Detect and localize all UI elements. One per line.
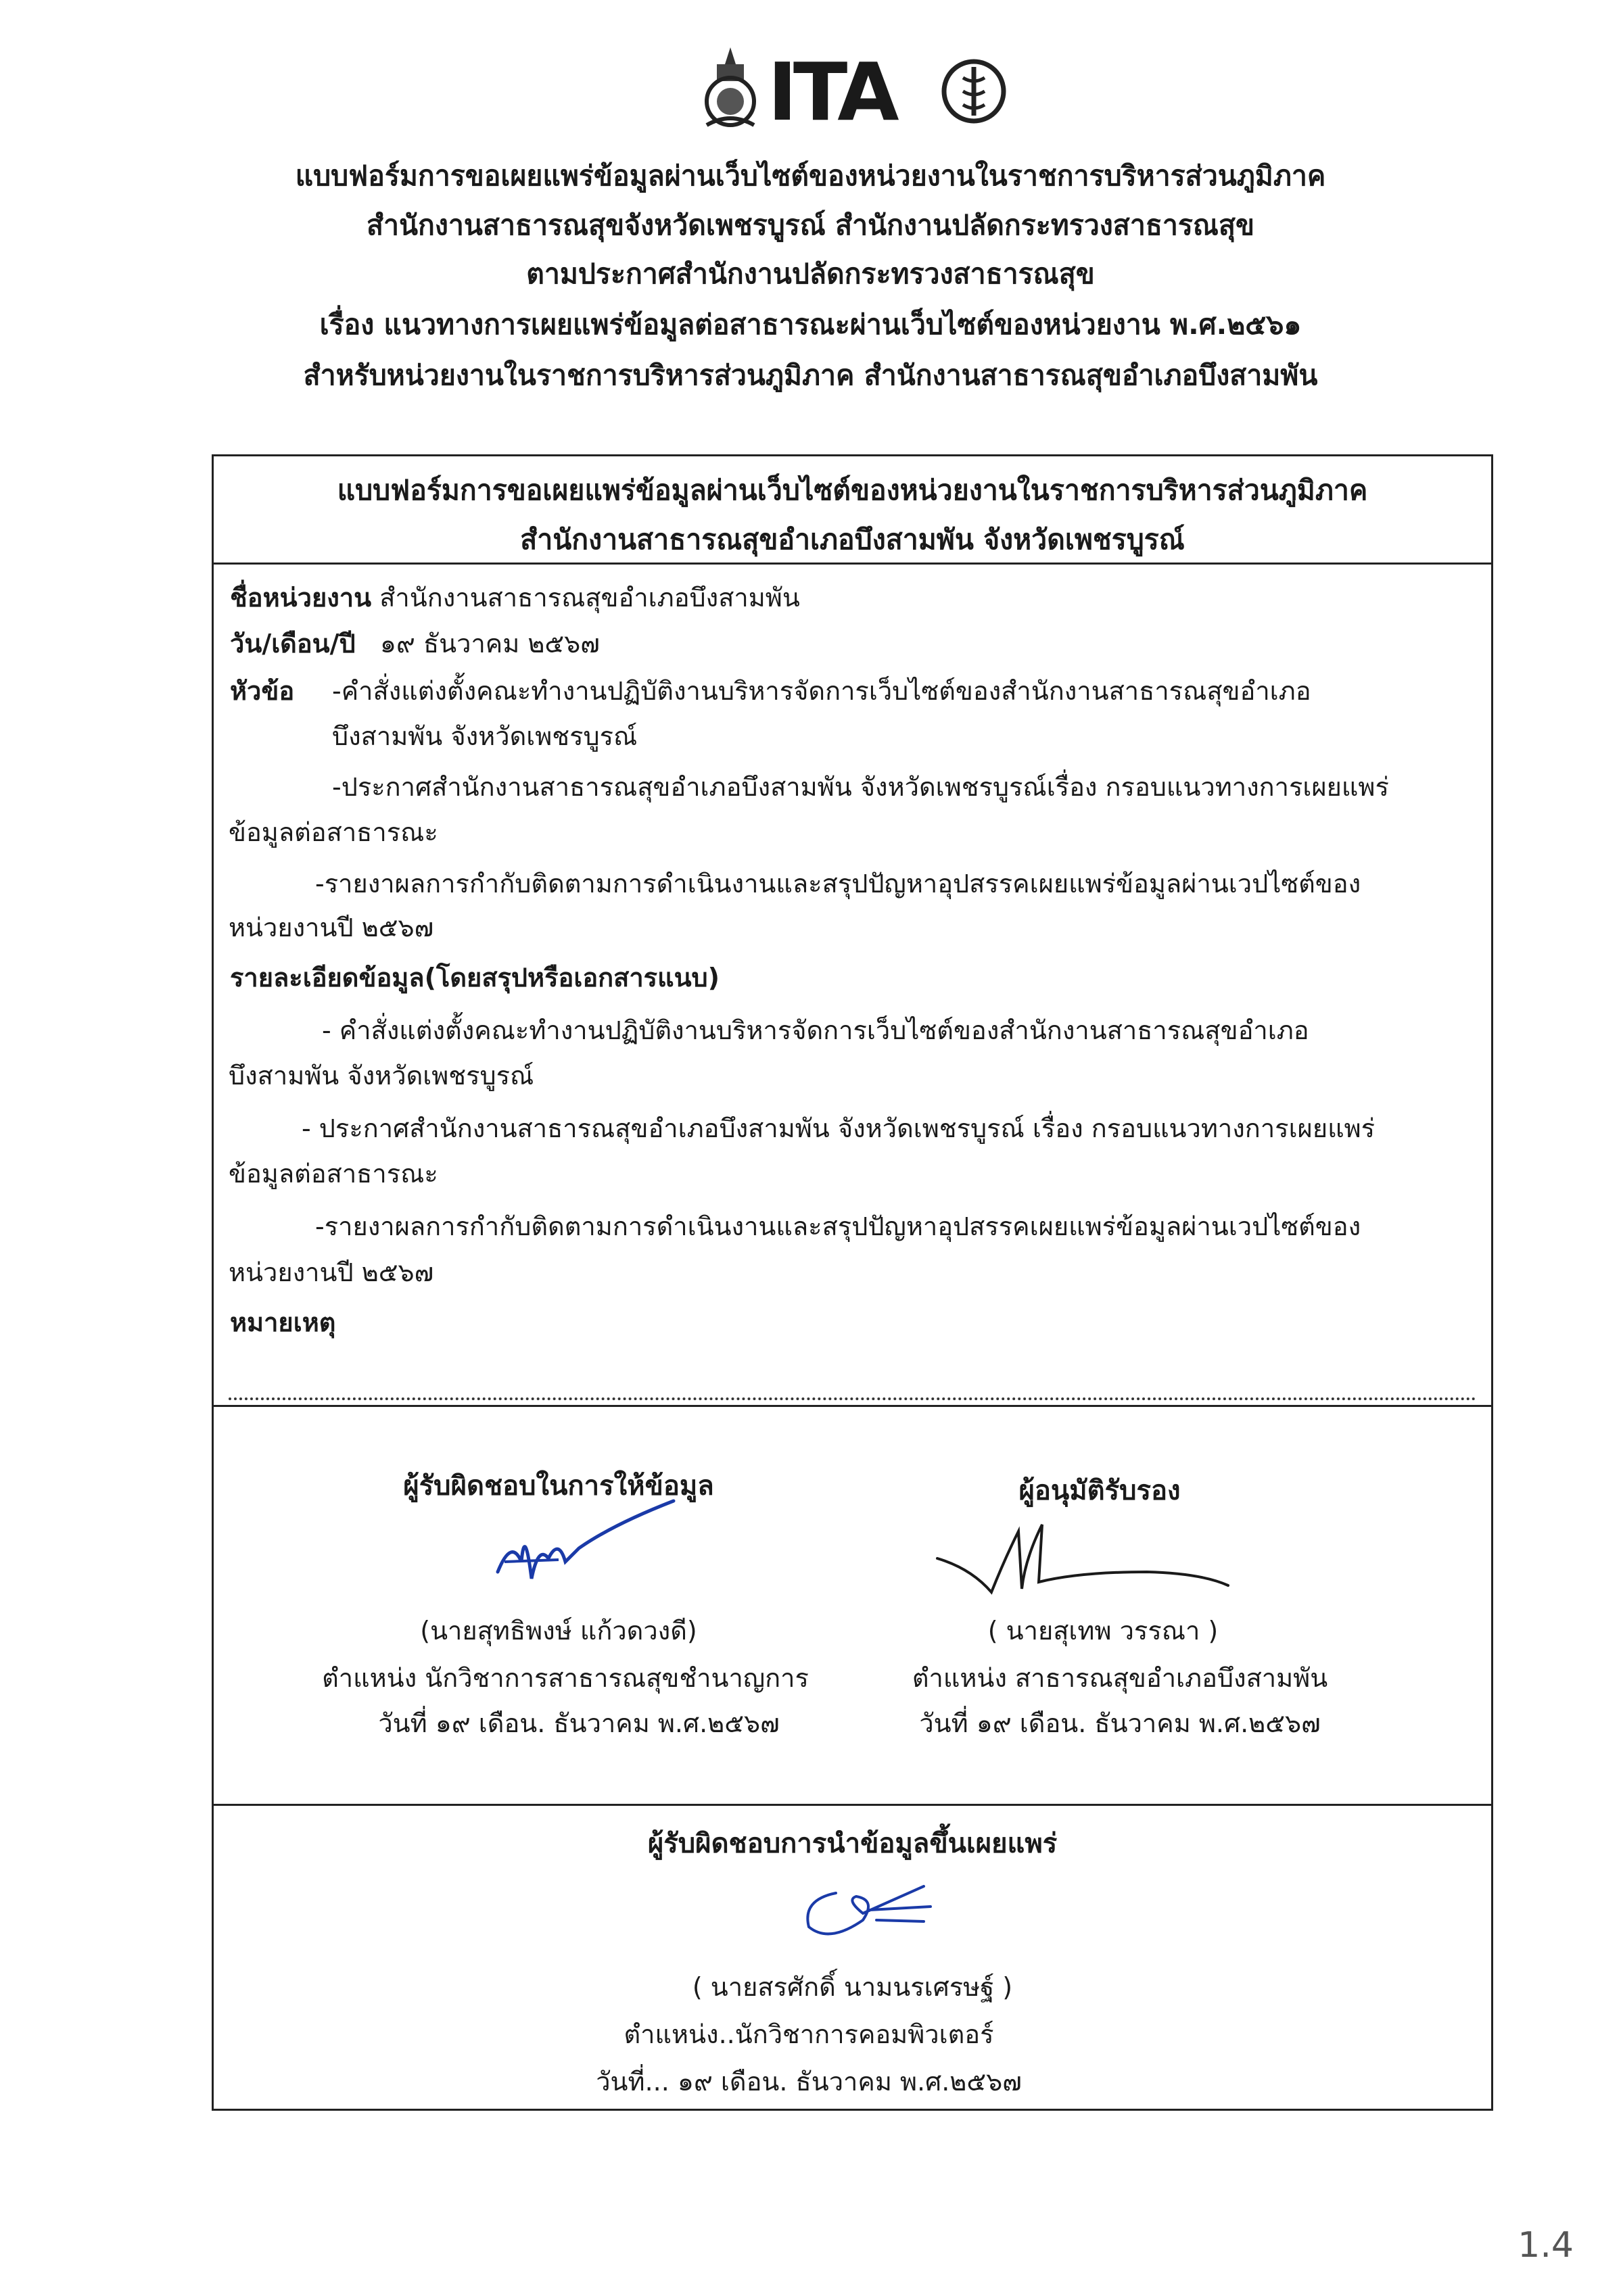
topic-label: หัวข้อ — [230, 676, 295, 706]
topic-line: -รายงาผลการกำกับติดตามการดำเนินงานและสรุปปัญหาอุปสรรคเผยแพร่ข้อมูลผ่านเวปไซต์ของ — [315, 869, 1361, 899]
agency-row — [230, 585, 800, 611]
ita-logo — [697, 37, 1008, 145]
divider — [214, 1804, 1491, 1806]
right-sign-heading: ผู้อนุมัติรับรอง — [1018, 1475, 1181, 1506]
topic-line: หน่วยงานปี ๒๕๖๗ — [229, 913, 434, 942]
header-line-4: เรื่อง แนวทางการเผยแพร่ข้อมูลต่อสาธารณะผ่านเว็บไซต์ของหน่วยงาน พ.ศ.๒๕๖๑ — [319, 308, 1302, 341]
left-sign-date: วันที่ ๑๙ เดือน. ธันวาคม พ.ศ.๒๕๖๗ — [378, 1708, 780, 1738]
right-sign-date: วันที่ ๑๙ เดือน. ธันวาคม พ.ศ.๒๕๖๗ — [919, 1708, 1321, 1738]
topic-line: -ประกาศสำนักงานสาธารณสุขอำเภอบึงสามพัน จังหวัดเพชรบูรณ์เรื่อง กรอบแนวทางการเผยแพร่ — [332, 772, 1389, 802]
ita-logo-text: ITA — [768, 45, 895, 139]
detail-line: - คำสั่งแต่งตั้งคณะทำงานปฏิบัติงานบริหารจัดการเว็บไซต์ของสำนักงานสาธารณสุขอำเภอ — [322, 1015, 1309, 1045]
detail-label: รายละเอียดข้อมูล(โดยสรุปหรือเอกสารแนบ) — [230, 963, 720, 992]
right-signature — [931, 1518, 1242, 1606]
divider — [214, 563, 1491, 565]
right-sign-position: ตำแหน่ง สาธารณสุขอำเภอบึงสามพัน — [912, 1663, 1328, 1693]
note-label: หมายเหตุ — [230, 1308, 336, 1337]
date-row — [230, 629, 600, 659]
agency-value: สำนักงานสาธารณสุขอำเภอบึงสามพัน — [379, 583, 800, 613]
topic-line: ข้อมูลต่อสาธารณะ — [229, 817, 438, 847]
publisher-position: ตำแหน่ง..นักวิชาการคอมพิวเตอร์ — [624, 2019, 994, 2049]
form-title-line-1: แบบฟอร์มการขอเผยแพร่ข้อมูลผ่านเว็บไซต์ของหน่วยงานในราชการบริหารส่วนภูมิภาค — [337, 474, 1368, 506]
publisher-signature — [789, 1873, 951, 1947]
note-dotted-line — [229, 1397, 1476, 1400]
topic-line: -คำสั่งแต่งตั้งคณะทำงานปฏิบัติงานบริหารจัดการเว็บไซต์ของสำนักงานสาธารณสุขอำเภอ — [332, 676, 1311, 706]
topic-line: บึงสามพัน จังหวัดเพชรบูรณ์ — [332, 721, 638, 751]
form-box — [212, 454, 1493, 2111]
divider — [214, 1405, 1491, 1407]
publisher-heading: ผู้รับผิดชอบการนำข้อมูลขึ้นเผยแพร่ — [647, 1828, 1058, 1859]
agency-label: ชื่อหน่วยงาน — [230, 583, 372, 613]
left-sign-name: (นายสุทธิพงษ์ แก้วดวงดี) — [420, 1616, 697, 1646]
header-line-2: สำนักงานสาธารณสุขจังหวัดเพชรบูรณ์ สำนักงานปลัดกระทรวงสาธารณสุข — [366, 209, 1255, 241]
left-sign-position: ตำแหน่ง นักวิชาการสาธารณสุขชำนาญการ — [322, 1663, 809, 1693]
detail-line: บึงสามพัน จังหวัดเพชรบูรณ์ — [229, 1061, 534, 1091]
left-signature — [484, 1498, 687, 1599]
moph-emblem-icon — [940, 57, 1008, 125]
detail-line: หน่วยงานปี ๒๕๖๗ — [229, 1258, 434, 1287]
left-sign-heading: ผู้รับผิดชอบในการให้ข้อมูล — [403, 1470, 714, 1502]
publisher-name: ( นายสรศักดิ์ นามนรเศรษฐ์ ) — [692, 1972, 1013, 2002]
ministry-seal-icon — [697, 44, 764, 132]
detail-line: ข้อมูลต่อสาธารณะ — [229, 1159, 438, 1189]
date-value: ๑๙ ธันวาคม ๒๕๖๗ — [379, 629, 600, 659]
page-number: 1.4 — [1518, 2225, 1574, 2266]
date-label: วัน/เดือน/ปี — [230, 629, 356, 659]
header-line-1: แบบฟอร์มการขอเผยแพร่ข้อมูลผ่านเว็บไซต์ของหน่วยงานในราชการบริหารส่วนภูมิภาค — [295, 160, 1326, 192]
publisher-date: วันที่... ๑๙ เดือน. ธันวาคม พ.ศ.๒๕๖๗ — [596, 2067, 1022, 2097]
detail-line: - ประกาศสำนักงานสาธารณสุขอำเภอบึงสามพัน จังหวัดเพชรบูรณ์ เรื่อง กรอบแนวทางการเผยแพร่ — [302, 1114, 1376, 1143]
detail-line: -รายงาผลการกำกับติดตามการดำเนินงานและสรุปปัญหาอุปสรรคเผยแพร่ข้อมูลผ่านเวปไซต์ของ — [315, 1212, 1361, 1241]
form-title-line-2: สำนักงานสาธารณสุขอำเภอบึงสามพัน จังหวัดเพชรบูรณ์ — [520, 523, 1185, 556]
header-line-3: ตามประกาศสำนักงานปลัดกระทรวงสาธารณสุข — [526, 258, 1095, 290]
right-sign-name: ( นายสุเทพ วรรณา ) — [987, 1616, 1219, 1646]
header-line-5: สำหรับหน่วยงานในราชการบริหารส่วนภูมิภาค สำนักงานสาธารณสุขอำเภอบึงสามพัน — [303, 359, 1318, 391]
